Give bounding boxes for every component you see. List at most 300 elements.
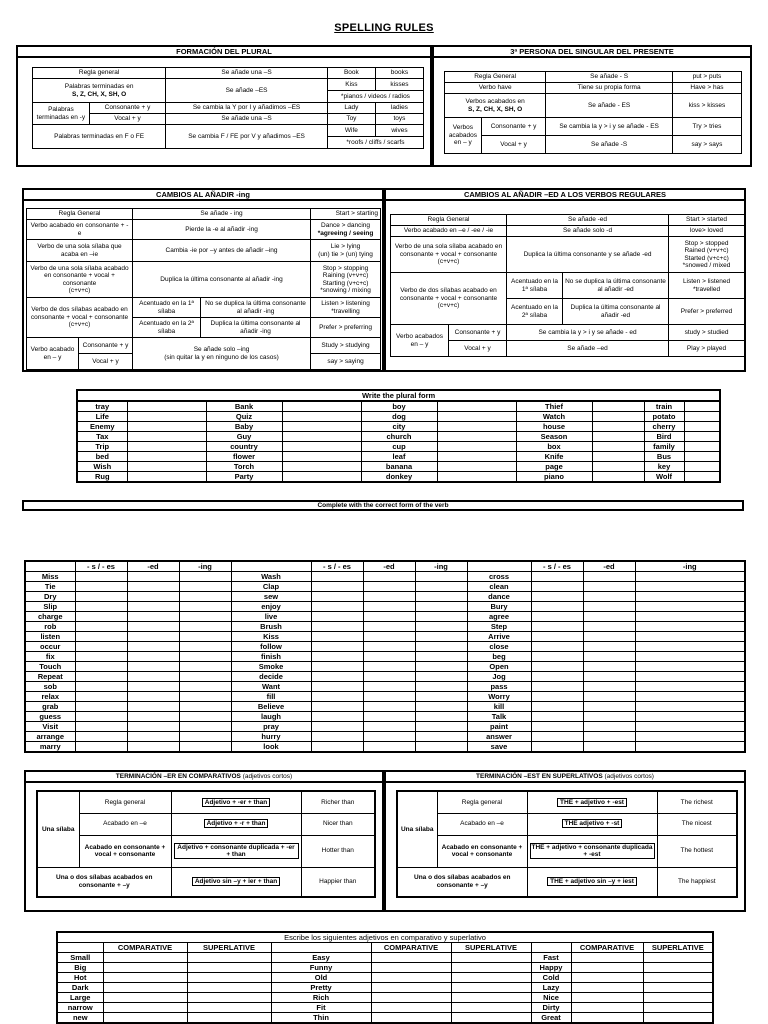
adjective-word: Small — [57, 953, 103, 963]
answer-cell[interactable] — [127, 632, 179, 642]
answer-cell[interactable] — [531, 592, 583, 602]
adjective-word: Fit — [271, 1003, 371, 1013]
answer-cell[interactable] — [187, 953, 271, 963]
answer-cell[interactable] — [179, 732, 231, 742]
answer-cell[interactable] — [635, 572, 745, 582]
answer-cell[interactable] — [311, 692, 363, 702]
verb-word: close — [467, 642, 531, 652]
answer-cell[interactable] — [592, 472, 644, 483]
answer-cell[interactable] — [363, 652, 415, 662]
answer-cell[interactable] — [643, 993, 713, 1003]
answer-cell[interactable] — [571, 983, 643, 993]
verb-word: Want — [231, 682, 311, 692]
answer-cell[interactable] — [127, 582, 179, 592]
answer-cell[interactable] — [75, 572, 127, 582]
answer-cell[interactable] — [531, 602, 583, 612]
answer-cell[interactable] — [371, 993, 451, 1003]
third-rules-table — [444, 71, 742, 154]
answer-cell[interactable] — [415, 592, 467, 602]
column-header: SUPERLATIVE — [187, 943, 271, 953]
answer-cell[interactable] — [571, 993, 643, 1003]
exercise-row — [77, 462, 720, 472]
answer-cell[interactable] — [583, 702, 635, 712]
rule-desc: Se añade solo –ing (sin quitar la y en ninguno de los casos) — [133, 338, 311, 370]
answer-cell[interactable] — [363, 632, 415, 642]
answer-cell[interactable] — [311, 582, 363, 592]
answer-cell[interactable] — [282, 472, 361, 483]
answer-cell[interactable] — [103, 963, 187, 973]
answer-cell[interactable] — [583, 642, 635, 652]
answer-cell[interactable] — [531, 712, 583, 722]
rule-label: Verbo acabado en – y — [27, 338, 79, 370]
answer-cell[interactable] — [127, 412, 206, 422]
answer-cell[interactable] — [127, 422, 206, 432]
answer-cell[interactable] — [363, 622, 415, 632]
answer-cell[interactable] — [415, 572, 467, 582]
answer-cell[interactable] — [363, 602, 415, 612]
answer-cell[interactable] — [103, 993, 187, 1003]
answer-cell[interactable] — [415, 582, 467, 592]
adjective-word: Funny — [271, 963, 371, 973]
answer-cell[interactable] — [437, 432, 516, 442]
answer-cell[interactable] — [592, 432, 644, 442]
answer-cell[interactable] — [451, 953, 531, 963]
answer-cell[interactable] — [371, 963, 451, 973]
comparatives-panel — [24, 770, 384, 912]
answer-cell[interactable] — [635, 662, 745, 672]
answer-cell[interactable] — [437, 472, 516, 483]
answer-cell[interactable] — [451, 993, 531, 1003]
answer-cell[interactable] — [571, 953, 643, 963]
answer-cell[interactable] — [583, 572, 635, 582]
answer-cell[interactable] — [311, 642, 363, 652]
answer-cell[interactable] — [363, 612, 415, 622]
answer-cell[interactable] — [643, 983, 713, 993]
answer-cell[interactable] — [127, 602, 179, 612]
answer-cell[interactable] — [684, 401, 720, 412]
answer-cell[interactable] — [127, 702, 179, 712]
answer-cell[interactable] — [437, 442, 516, 452]
answer-cell[interactable] — [179, 592, 231, 602]
answer-cell[interactable] — [415, 632, 467, 642]
answer-cell[interactable] — [643, 1003, 713, 1013]
exercise-word: bed — [77, 452, 127, 462]
answer-cell[interactable] — [187, 993, 271, 1003]
answer-cell[interactable] — [583, 712, 635, 722]
rule-label: Regla general — [33, 68, 166, 79]
answer-cell[interactable] — [103, 983, 187, 993]
answer-cell[interactable] — [179, 662, 231, 672]
answer-cell[interactable] — [635, 682, 745, 692]
answer-cell[interactable] — [311, 632, 363, 642]
rule-label: Una o dos sílabas acabados en consonante + –y — [397, 867, 527, 897]
answer-cell[interactable] — [179, 692, 231, 702]
rule-example: Dance > dancing *agreeing / seeing — [311, 220, 381, 240]
answer-cell[interactable] — [531, 722, 583, 732]
answer-cell[interactable] — [415, 602, 467, 612]
answer-cell[interactable] — [127, 712, 179, 722]
answer-cell[interactable] — [179, 702, 231, 712]
answer-cell[interactable] — [531, 742, 583, 753]
answer-cell[interactable] — [311, 702, 363, 712]
answer-cell[interactable] — [311, 622, 363, 632]
answer-cell[interactable] — [415, 672, 467, 682]
answer-cell[interactable] — [635, 632, 745, 642]
answer-cell[interactable] — [179, 582, 231, 592]
answer-cell[interactable] — [311, 652, 363, 662]
answer-cell[interactable] — [75, 742, 127, 753]
answer-cell[interactable] — [363, 732, 415, 742]
rule-label: Verbo have — [445, 83, 546, 94]
answer-cell[interactable] — [571, 1003, 643, 1013]
header-blank — [25, 561, 75, 572]
rule-sub: Vocal + y — [449, 341, 507, 357]
answer-cell[interactable] — [363, 662, 415, 672]
answer-cell[interactable] — [363, 582, 415, 592]
answer-cell[interactable] — [635, 742, 745, 753]
answer-cell[interactable] — [643, 973, 713, 983]
answer-cell[interactable] — [592, 422, 644, 432]
rule-label: Verbo de una sola sílaba acabado en consonante + vocal + consonante (c+v+c) — [391, 237, 507, 273]
answer-cell[interactable] — [179, 632, 231, 642]
answer-cell[interactable] — [127, 622, 179, 632]
answer-cell[interactable] — [635, 702, 745, 712]
answer-cell[interactable] — [75, 662, 127, 672]
answer-cell[interactable] — [684, 472, 720, 483]
answer-cell[interactable] — [531, 582, 583, 592]
rule-sub: Consonante + y — [89, 103, 165, 114]
answer-cell[interactable] — [635, 692, 745, 702]
answer-cell[interactable] — [311, 592, 363, 602]
verb-word: enjoy — [231, 602, 311, 612]
answer-cell[interactable] — [282, 422, 361, 432]
answer-cell[interactable] — [583, 722, 635, 732]
answer-cell[interactable] — [437, 422, 516, 432]
answer-cell[interactable] — [684, 412, 720, 422]
ed-rules-table — [390, 214, 745, 357]
header-blank — [57, 943, 103, 953]
answer-cell[interactable] — [75, 582, 127, 592]
answer-cell[interactable] — [179, 652, 231, 662]
answer-cell[interactable] — [127, 662, 179, 672]
rule-sub: Acentuado en la 2ª sílaba — [133, 318, 201, 338]
answer-cell[interactable] — [684, 462, 720, 472]
answer-cell[interactable] — [592, 442, 644, 452]
answer-cell[interactable] — [282, 412, 361, 422]
answer-cell[interactable] — [363, 702, 415, 712]
answer-cell[interactable] — [75, 612, 127, 622]
answer-cell[interactable] — [635, 652, 745, 662]
answer-cell[interactable] — [127, 652, 179, 662]
answer-cell[interactable] — [531, 732, 583, 742]
answer-cell[interactable] — [583, 682, 635, 692]
answer-cell[interactable] — [282, 452, 361, 462]
answer-cell[interactable] — [371, 1003, 451, 1013]
answer-cell[interactable] — [363, 712, 415, 722]
rule-desc: Se cambia la y > i y se añade - ES — [546, 118, 673, 136]
answer-cell[interactable] — [282, 462, 361, 472]
answer-cell[interactable] — [531, 672, 583, 682]
answer-cell[interactable] — [415, 742, 467, 753]
answer-cell[interactable] — [592, 462, 644, 472]
answer-cell[interactable] — [103, 1003, 187, 1013]
answer-cell[interactable] — [187, 1013, 271, 1024]
answer-cell[interactable] — [311, 572, 363, 582]
answer-cell[interactable] — [75, 632, 127, 642]
answer-cell[interactable] — [363, 642, 415, 652]
answer-cell[interactable] — [127, 572, 179, 582]
answer-cell[interactable] — [635, 612, 745, 622]
answer-cell[interactable] — [583, 592, 635, 602]
answer-cell[interactable] — [531, 572, 583, 582]
answer-cell[interactable] — [363, 572, 415, 582]
answer-cell[interactable] — [179, 712, 231, 722]
answer-cell[interactable] — [437, 401, 516, 412]
answer-cell[interactable] — [75, 722, 127, 732]
answer-cell[interactable] — [592, 412, 644, 422]
exercise-word: key — [644, 462, 684, 472]
answer-cell[interactable] — [635, 712, 745, 722]
answer-cell[interactable] — [451, 1003, 531, 1013]
answer-cell[interactable] — [363, 682, 415, 692]
answer-cell[interactable] — [583, 742, 635, 753]
answer-cell[interactable] — [75, 622, 127, 632]
answer-cell[interactable] — [571, 1013, 643, 1024]
answer-cell[interactable] — [127, 432, 206, 442]
answer-cell[interactable] — [531, 652, 583, 662]
answer-cell[interactable] — [583, 612, 635, 622]
answer-cell[interactable] — [75, 642, 127, 652]
answer-cell[interactable] — [282, 432, 361, 442]
answer-cell[interactable] — [583, 672, 635, 682]
answer-cell[interactable] — [583, 582, 635, 592]
answer-cell[interactable] — [635, 642, 745, 652]
answer-cell[interactable] — [75, 592, 127, 602]
answer-cell[interactable] — [311, 612, 363, 622]
answer-cell[interactable] — [187, 983, 271, 993]
exercise-row — [25, 572, 745, 582]
answer-cell[interactable] — [103, 953, 187, 963]
answer-cell[interactable] — [187, 1003, 271, 1013]
answer-cell[interactable] — [311, 672, 363, 682]
answer-cell[interactable] — [415, 692, 467, 702]
answer-cell[interactable] — [531, 692, 583, 702]
answer-cell[interactable] — [415, 712, 467, 722]
superlatives-heading: TERMINACIÓN –EST EN SUPERLATIVOS — [476, 773, 603, 780]
exercise-word: train — [644, 401, 684, 412]
answer-cell[interactable] — [127, 692, 179, 702]
answer-cell[interactable] — [635, 582, 745, 592]
answer-cell[interactable] — [531, 662, 583, 672]
answer-cell[interactable] — [415, 732, 467, 742]
answer-cell[interactable] — [415, 702, 467, 712]
answer-cell[interactable] — [127, 682, 179, 692]
answer-cell[interactable] — [583, 622, 635, 632]
header-blank — [231, 561, 311, 572]
answer-cell[interactable] — [583, 732, 635, 742]
answer-cell[interactable] — [635, 622, 745, 632]
answer-cell[interactable] — [684, 422, 720, 432]
answer-cell[interactable] — [127, 722, 179, 732]
answer-cell[interactable] — [103, 1013, 187, 1024]
answer-cell[interactable] — [583, 632, 635, 642]
rule-desc: Se añade - S — [546, 72, 673, 83]
exercise-row — [25, 602, 745, 612]
answer-cell[interactable] — [127, 732, 179, 742]
answer-cell[interactable] — [592, 452, 644, 462]
answer-cell[interactable] — [415, 652, 467, 662]
answer-cell[interactable] — [635, 592, 745, 602]
answer-cell[interactable] — [179, 642, 231, 652]
answer-cell[interactable] — [179, 682, 231, 692]
exercise-row — [57, 983, 713, 993]
answer-cell[interactable] — [643, 1013, 713, 1024]
answer-cell[interactable] — [451, 1013, 531, 1024]
exercise-row — [25, 632, 745, 642]
answer-cell[interactable] — [531, 682, 583, 692]
answer-cell[interactable] — [179, 722, 231, 732]
verb-word: Step — [467, 622, 531, 632]
answer-cell[interactable] — [75, 672, 127, 682]
answer-cell[interactable] — [583, 602, 635, 612]
verb-word: paint — [467, 722, 531, 732]
answer-cell[interactable] — [371, 983, 451, 993]
answer-cell[interactable] — [127, 472, 206, 483]
answer-cell[interactable] — [127, 642, 179, 652]
verb-word: beg — [467, 652, 531, 662]
exercise-row — [57, 953, 713, 963]
answer-cell[interactable] — [363, 672, 415, 682]
answer-cell[interactable] — [75, 682, 127, 692]
rule-example: Stop > stopping Raining (v+v+c) Starting (v+c+c) *snowing / mixing — [311, 262, 381, 298]
answer-cell[interactable] — [363, 692, 415, 702]
verb-word: save — [467, 742, 531, 753]
rule-example: kiss > kisses — [672, 94, 741, 118]
answer-cell[interactable] — [127, 442, 206, 452]
answer-cell[interactable] — [635, 732, 745, 742]
plural-rules-table — [32, 67, 424, 149]
answer-cell[interactable] — [531, 702, 583, 712]
answer-cell[interactable] — [179, 612, 231, 622]
answer-cell[interactable] — [187, 973, 271, 983]
verb-word: marry — [25, 742, 75, 753]
answer-cell[interactable] — [311, 602, 363, 612]
answer-cell[interactable] — [75, 652, 127, 662]
rule-sub: Vocal + y — [79, 354, 133, 370]
rule-label: Palabras terminadas en -y — [33, 103, 90, 125]
answer-cell[interactable] — [179, 602, 231, 612]
answer-cell[interactable] — [75, 712, 127, 722]
answer-cell[interactable] — [415, 622, 467, 632]
answer-cell[interactable] — [127, 592, 179, 602]
answer-cell[interactable] — [127, 462, 206, 472]
answer-cell[interactable] — [311, 732, 363, 742]
answer-cell[interactable] — [371, 1013, 451, 1024]
answer-cell[interactable] — [415, 642, 467, 652]
answer-cell[interactable] — [311, 712, 363, 722]
answer-cell[interactable] — [371, 953, 451, 963]
una-silaba-label: Una sílaba — [397, 791, 437, 867]
answer-cell[interactable] — [643, 953, 713, 963]
answer-cell[interactable] — [127, 672, 179, 682]
answer-cell[interactable] — [635, 722, 745, 732]
answer-cell[interactable] — [311, 742, 363, 753]
answer-cell[interactable] — [451, 963, 531, 973]
answer-cell[interactable] — [179, 672, 231, 682]
answer-cell[interactable] — [437, 412, 516, 422]
answer-cell[interactable] — [363, 742, 415, 753]
answer-cell[interactable] — [415, 722, 467, 732]
rule-desc: Se añade solo -d — [507, 226, 669, 237]
adjective-word: Large — [57, 993, 103, 1003]
answer-cell[interactable] — [437, 462, 516, 472]
answer-cell[interactable] — [282, 442, 361, 452]
answer-cell[interactable] — [127, 612, 179, 622]
answer-cell[interactable] — [684, 442, 720, 452]
answer-cell[interactable] — [635, 672, 745, 682]
answer-cell[interactable] — [531, 642, 583, 652]
answer-cell[interactable] — [415, 612, 467, 622]
answer-cell[interactable] — [363, 592, 415, 602]
answer-cell[interactable] — [179, 742, 231, 753]
answer-cell[interactable] — [75, 702, 127, 712]
answer-cell[interactable] — [75, 692, 127, 702]
answer-cell[interactable] — [75, 602, 127, 612]
answer-cell[interactable] — [363, 722, 415, 732]
answer-cell[interactable] — [311, 682, 363, 692]
answer-cell[interactable] — [179, 622, 231, 632]
exercise-row — [77, 452, 720, 462]
rule-label: Palabras terminadas en S, Z, CH, X, SH, O — [33, 79, 166, 103]
answer-cell[interactable] — [583, 692, 635, 702]
answer-cell[interactable] — [635, 602, 745, 612]
answer-cell[interactable] — [684, 432, 720, 442]
answer-cell[interactable] — [583, 652, 635, 662]
answer-cell[interactable] — [531, 632, 583, 642]
answer-cell[interactable] — [451, 973, 531, 983]
verb-word: Arrive — [467, 632, 531, 642]
answer-cell[interactable] — [583, 662, 635, 672]
answer-cell[interactable] — [311, 662, 363, 672]
answer-cell[interactable] — [75, 732, 127, 742]
answer-cell[interactable] — [571, 963, 643, 973]
answer-cell[interactable] — [571, 973, 643, 983]
answer-cell[interactable] — [592, 401, 644, 412]
answer-cell[interactable] — [179, 572, 231, 582]
answer-cell[interactable] — [643, 963, 713, 973]
answer-cell[interactable] — [415, 682, 467, 692]
answer-cell[interactable] — [127, 401, 206, 412]
plural-heading: FORMACIÓN DEL PLURAL — [18, 47, 430, 58]
answer-cell[interactable] — [531, 622, 583, 632]
answer-cell[interactable] — [282, 401, 361, 412]
answer-cell[interactable] — [531, 612, 583, 622]
answer-cell[interactable] — [127, 742, 179, 753]
answer-cell[interactable] — [415, 662, 467, 672]
answer-cell[interactable] — [311, 722, 363, 732]
rule-label: Verbo acabado en –e / -ee / -ie — [391, 226, 507, 237]
answer-cell[interactable] — [103, 973, 187, 983]
verb-word: hurry — [231, 732, 311, 742]
adjective-word: Hot — [57, 973, 103, 983]
answer-cell[interactable] — [437, 452, 516, 462]
answer-cell[interactable] — [187, 963, 271, 973]
answer-cell[interactable] — [684, 452, 720, 462]
answer-cell[interactable] — [451, 983, 531, 993]
superlatives-panel — [384, 770, 746, 912]
answer-cell[interactable] — [371, 973, 451, 983]
answer-cell[interactable] — [127, 452, 206, 462]
